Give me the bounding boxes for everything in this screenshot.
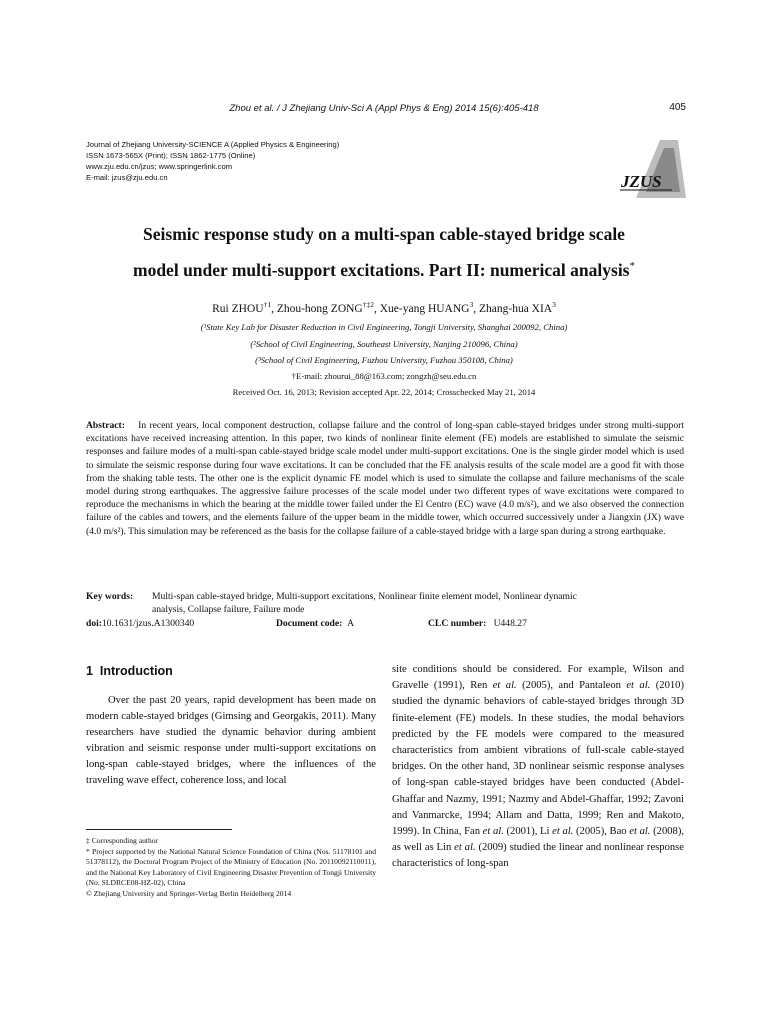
journal-info-line: ISSN 1673-565X (Print); ISSN 1862-1775 (Online) xyxy=(86,151,256,160)
author-name: Rui ZHOU xyxy=(212,302,264,315)
author-sup: †1 xyxy=(263,300,272,309)
affiliation: (²School of Civil Engineering, Southeast University, Nanjing 210096, China) xyxy=(250,339,518,349)
document-code-value: A xyxy=(347,618,355,629)
text-run: et al. xyxy=(552,826,574,838)
right-column xyxy=(392,662,684,873)
text-run: (2009) studied the linear and nonlinear response characteristics of long-span xyxy=(392,842,685,870)
clc-number xyxy=(428,618,527,629)
logo-text: JZUS xyxy=(621,172,662,191)
journal-info xyxy=(86,139,339,183)
footnote: © Zhejiang University and Springer-Verlag Berlin Heidelberg 2014 xyxy=(86,888,292,898)
section-number: 1 xyxy=(86,664,93,678)
author-sup: 3 xyxy=(469,300,474,309)
footnote: ‡ Corresponding author xyxy=(86,836,159,845)
text-run: (2005), Bao xyxy=(573,826,630,838)
journal-info-line: E-mail: jzus@zju.edu.cn xyxy=(86,173,168,182)
author-name: Zhou-hong ZONG xyxy=(276,302,363,315)
journal-info-line: www.zju.edu.cn/jzus; www.springerlink.com xyxy=(86,162,233,171)
page-number: 405 xyxy=(669,102,686,113)
text-run: et al. xyxy=(454,842,476,854)
left-column xyxy=(86,693,376,790)
abstract-text: In recent years, local component destruction, collapse failure and the control of long-span cable-stayed bridges under strong multi-support excitations have received increasing attention. In this paper, two kinds of nonlinear finite element (FE) models are established to simulate the seismic responses and failure modes of a multi-span cable-stayed bridge scale model under multi-support excitations. One is the single girder model which is used to simulate the seismic response during four wave excitations. It can be concluded that the FE analysis results of the scale model are a good fit with those from the shaking table tests. The other one is the explicit dynamic FE model which is used to simulate the collapse and failure mechanisms of the scale model during strong earthquakes. The aggressive failure processes of the scale model under two different types of wave excitations were compared to reproduce the mechanisms in which the bearing at the middle tower failed under the El Centro (EC) wave (4.0 m/s²), and we also observed the connection failure of the cables and towers, and the elements failure of the upper beam in the middle tower, which occurred successively under a Jiangxin (JX) wave (4.0 m/s²). This simulation may be referenced as the basis for the collapse failure of a cable-stayed bridge with a large span during a strong earthquake. xyxy=(86,420,685,537)
text-run: et al. xyxy=(482,826,504,838)
keywords-line-2: analysis, Collapse failure, Failure mode xyxy=(152,604,305,615)
footnote-rule xyxy=(86,829,232,830)
received-dates: Received Oct. 16, 2013; Revision accepted Apr. 22, 2014; Crosschecked May 21, 2014 xyxy=(232,387,536,397)
section-title: Introduction xyxy=(99,664,173,678)
affiliation: (¹State Key Lab for Disaster Reduction in Civil Engineering, Tongji University, Shanghai 200092, China) xyxy=(200,322,568,332)
author-name: Zhang-hua XIA xyxy=(478,302,553,315)
clc-label: CLC number: xyxy=(428,618,487,629)
doi xyxy=(86,618,194,629)
document-code xyxy=(276,618,354,629)
clc-value: U448.27 xyxy=(493,618,527,629)
document-code-label: Document code: xyxy=(276,618,343,629)
affiliation: (³School of Civil Engineering, Fuzhou University, Fuzhou 350108, China) xyxy=(255,355,513,365)
doi-value: 10.1631/jzus.A1300340 xyxy=(102,618,195,629)
abstract xyxy=(86,419,684,538)
text-run: (2008), as well as Lin xyxy=(392,826,685,854)
footnotes xyxy=(86,836,376,900)
intro-paragraph: Over the past 20 years, rapid development has been made on modern cable-stayed bridges (Gimsing and Georgakis, 2011). Many researchers have studied the dynamic behavior during ambient vibration and seismic response under multi-support excitations on long-span cable-stayed bridges, where the influences of the traveling wave effect, coherence loss, and local xyxy=(86,695,376,787)
running-header: Zhou et al. / J Zhejiang Univ-Sci A (Appl Phys & Eng) 2014 15(6):405-418 xyxy=(229,103,539,114)
text-run: (2001), Li xyxy=(503,826,553,838)
keywords-line-1: Multi-span cable-stayed bridge, Multi-support excitations, Nonlinear finite element model, Nonlinear dynamic xyxy=(152,591,577,602)
text-run: site conditions should be considered. For example, Wilson and Gravelle (1991), Ren xyxy=(392,664,684,692)
title-line-1: Seismic response study on a multi-span cable-stayed bridge scale xyxy=(143,224,625,244)
author-sup: †‡2 xyxy=(362,300,374,309)
title-star: * xyxy=(629,260,635,272)
author-sup: 3 xyxy=(552,300,556,309)
section-heading xyxy=(86,664,173,678)
author-name: Xue-yang HUANG xyxy=(379,302,470,315)
text-run: (2005), and Pantaleon xyxy=(516,680,627,692)
title-line-2: model under multi-support excitations. Part II: numerical analysis xyxy=(133,259,630,280)
text-run: et al. xyxy=(629,826,651,838)
jzus-logo xyxy=(616,138,688,200)
author-email: †E-mail: zhourui_88@163.com; zongzh@seu.edu.cn xyxy=(291,371,477,381)
abstract-label: Abstract: xyxy=(86,420,125,431)
text-run: et al. xyxy=(626,680,651,692)
text-run: et al. xyxy=(492,680,517,692)
text-run: (2010) studied the dynamic behaviors of cable-stayed bridges through 3D finite-element (FE) models. In these studies, the modal behaviors predicted by the FE models were compared to the measured characteristics from ambient vibrations of full-scale cable-stayed bridges. On the other hand, 3D nonlinear seismic response analyses of long-span cable-stayed bridges have been conducted (Abdel-Ghaffar and Nazmy, 1991; Nazmy and Abdel-Ghaffar, 1992; Zavoni and Vanmarcke, 1994; Allam and Datta, 1999; Ren and Makoto, 1999). In China, Fan xyxy=(392,680,684,838)
journal-info-line: Journal of Zhejiang University-SCIENCE A (Applied Physics & Engineering) xyxy=(86,140,340,149)
doi-label: doi: xyxy=(86,618,102,629)
author-list: Rui ZHOU$^{\dagger 1}$, Zhou-hong ZONG$^{\dagger\ddagger 2}$, Xue-yang HUANG$^3$, Zhang-hua XIA$^3$ xyxy=(212,300,556,315)
paper-title xyxy=(60,218,708,286)
intro-paragraph-continued xyxy=(392,662,684,873)
keywords-label: Key words: xyxy=(86,591,134,602)
keywords xyxy=(86,590,684,616)
footnote: * Project supported by the National Natural Science Foundation of China (Nos. 51178101 and 51378112), the Doctoral Program Project of the Ministry of Education (No. 20110092110011), and the National Key Laboratory of Civil Engineering Disaster Prevention of Tongji University (No. SLDRCE08-HZ-02), China xyxy=(86,846,376,888)
